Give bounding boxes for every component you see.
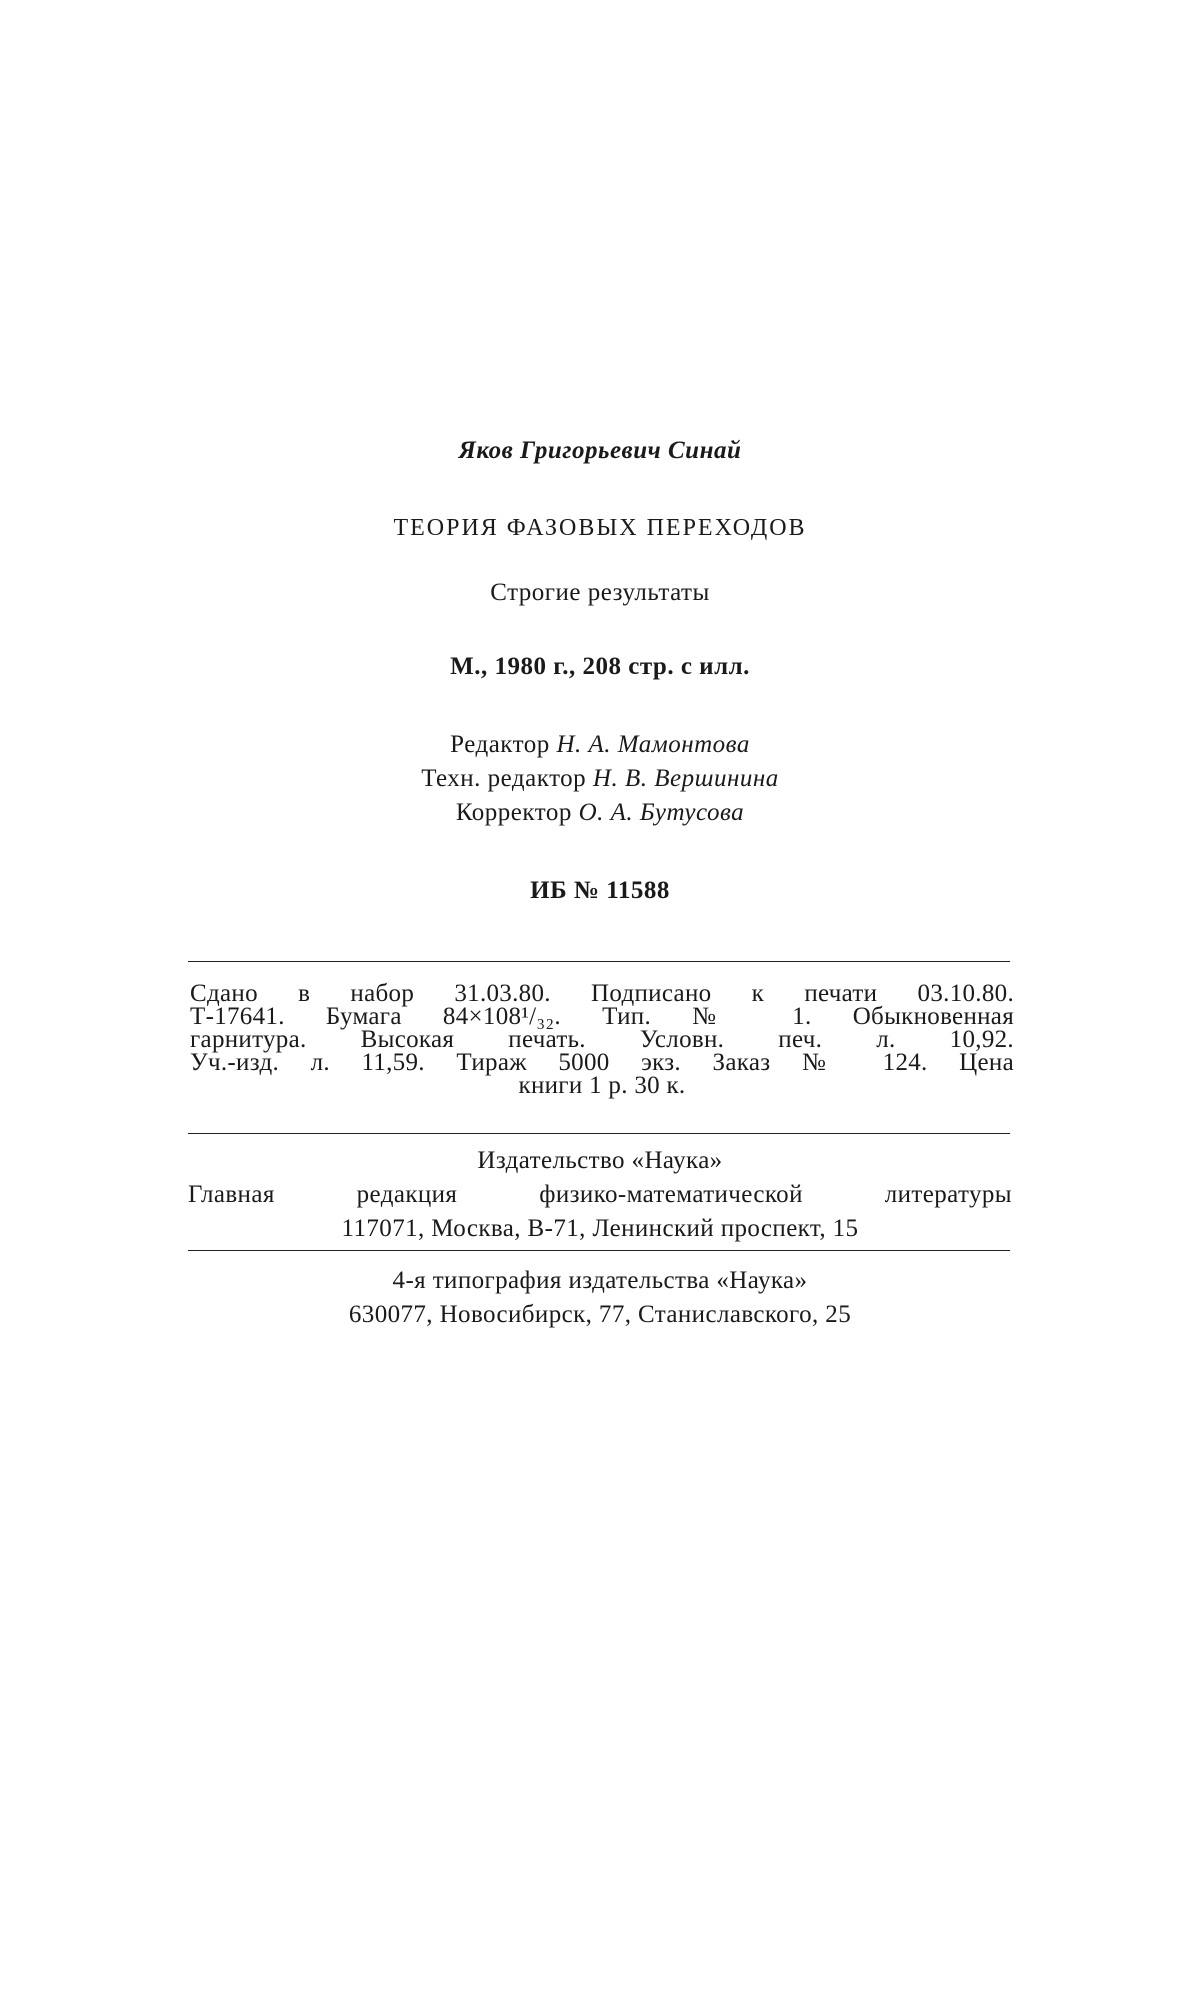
imprint-line-last: книги 1 р. 30 к. (518, 1072, 686, 1099)
publisher-address: 117071, Москва, В-71, Ленинский проспект, 15 (341, 1215, 859, 1242)
credit-role: Корректор (455, 799, 572, 826)
printer-name: 4-я типография издательства «Наука» (392, 1267, 808, 1294)
credit-person: Н. В. Вершинина (592, 765, 779, 792)
book-title: ТЕОРИЯ ФАЗОВЫХ ПЕРЕХОДОВ (393, 515, 807, 541)
divider-bottom (188, 1250, 1010, 1251)
imprint-line: Уч.-изд. л. 11,59. Тираж 5000 экз. Заказ № 124. Цена (190, 1049, 1014, 1076)
imprint-block (190, 982, 1014, 1097)
author-name: Яков Григорьевич Синай (458, 437, 742, 464)
publication-info: М., 1980 г., 208 стр. с илл. (450, 653, 750, 680)
imprint-line: гарнитура. Высокая печать. Условн. печ. л. 10,92. (190, 1026, 1014, 1053)
credit-role: Редактор (450, 731, 550, 758)
credit-editor (0, 730, 1200, 760)
credit-person: Н. А. Мамонтова (556, 731, 750, 758)
ib-number: ИБ № 11588 (530, 877, 670, 904)
divider-top (188, 961, 1010, 962)
credit-role: Техн. редактор (421, 765, 587, 792)
publisher-name: Издательство «Наука» (477, 1147, 723, 1174)
printer-address: 630077, Новосибирск, 77, Станиславского, 25 (348, 1301, 852, 1328)
credit-person: О. А. Бутусова (578, 799, 745, 826)
imprint-line: Сдано в набор 31.03.80. Подписано к печати 03.10.80. (190, 980, 1014, 1007)
publisher-department: Главная редакция физико-математической литературы (188, 1181, 1012, 1208)
imprint-line: Т-17641. Бумага 84×108¹/₃₂. Тип. № 1. Обыкновенная (190, 1003, 1014, 1030)
credit-proofreader (0, 798, 1200, 828)
divider-middle (188, 1133, 1010, 1134)
credit-tech-editor (0, 764, 1200, 794)
book-subtitle: Строгие результаты (490, 579, 710, 606)
